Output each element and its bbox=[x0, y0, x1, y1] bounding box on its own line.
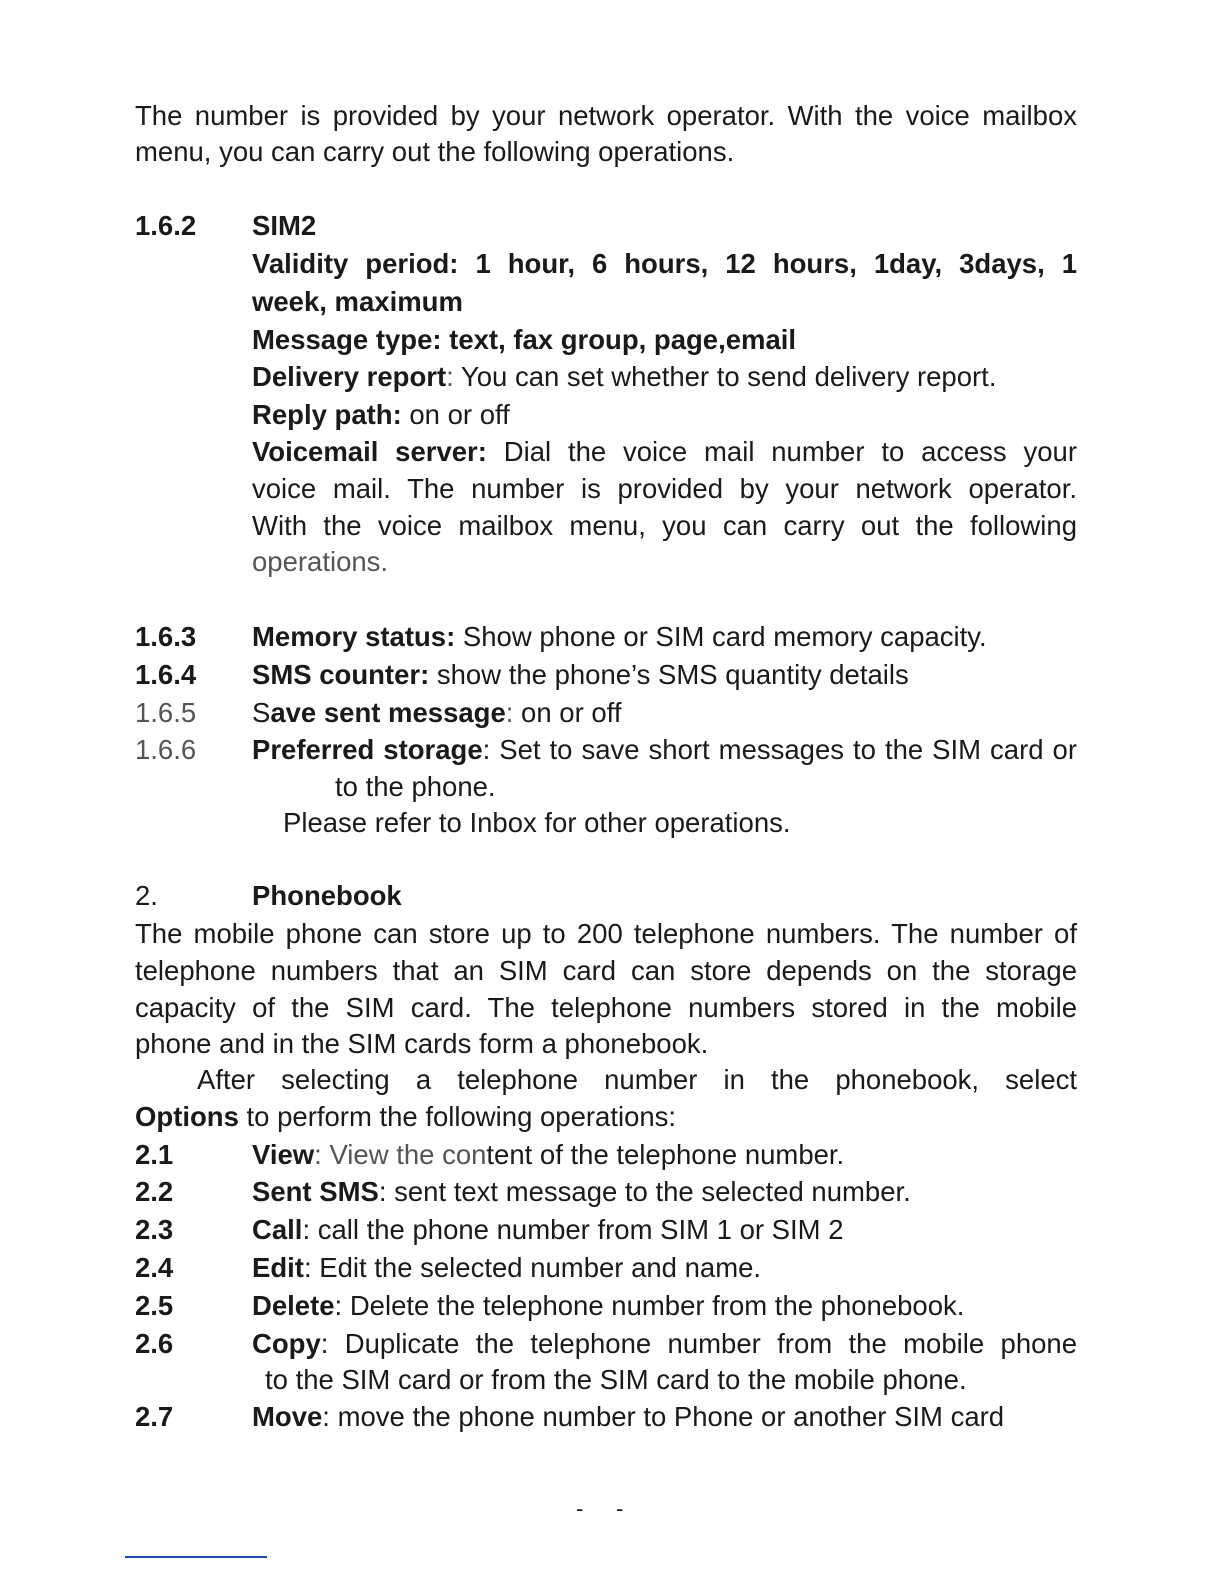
phonebook-para2-line-2 bbox=[135, 1099, 676, 1135]
option-edit-label: Edit bbox=[252, 1252, 304, 1283]
section-number-2: 2. bbox=[135, 880, 158, 911]
preferred-storage bbox=[252, 732, 1077, 768]
phonebook-para2-line-1: After selecting a telephone number in the phonebook, select bbox=[197, 1064, 1077, 1095]
voicemail-line-3: With the voice mailbox menu, you can carry out the following bbox=[252, 510, 1077, 541]
option-number-2-2: 2.2 bbox=[135, 1176, 174, 1207]
save-sent-message-sep: : bbox=[505, 697, 514, 728]
save-sent-message bbox=[252, 695, 621, 731]
option-view bbox=[252, 1137, 844, 1173]
option-copy-cont: to the SIM card or from the SIM card to the mobile phone. bbox=[265, 1364, 967, 1395]
save-sent-message-text: on or off bbox=[513, 697, 622, 728]
memory-status bbox=[252, 619, 987, 655]
option-move-label: Move bbox=[252, 1401, 323, 1432]
voicemail-line-2: voice mail. The number is provided by your network operator. bbox=[252, 473, 1077, 504]
option-move bbox=[252, 1399, 1004, 1435]
section-number-1-6-4: 1.6.4 bbox=[135, 659, 197, 690]
page-number-dash-left: - bbox=[576, 1496, 584, 1521]
options-text: to perform the following operations: bbox=[238, 1101, 677, 1132]
section-number-1-6-5: 1.6.5 bbox=[135, 697, 197, 728]
save-sent-message-label-s: S bbox=[252, 697, 271, 728]
delivery-report bbox=[252, 359, 996, 395]
option-call-label: Call bbox=[252, 1214, 303, 1245]
option-call-text: : call the phone number from SIM 1 or SIM 2 bbox=[302, 1214, 844, 1245]
option-number-2-4: 2.4 bbox=[135, 1252, 174, 1283]
delivery-report-label: Delivery report bbox=[252, 361, 447, 392]
section-number-1-6-3: 1.6.3 bbox=[135, 621, 197, 652]
option-number-2-3: 2.3 bbox=[135, 1214, 174, 1245]
option-delete bbox=[252, 1288, 964, 1324]
sms-counter bbox=[252, 657, 909, 693]
phonebook-para1-line-3: capacity of the SIM card. The telephone numbers stored in the mobile bbox=[135, 992, 1077, 1023]
voicemail-line-1 bbox=[252, 434, 1077, 470]
option-delete-text: : Delete the telephone number from the phonebook. bbox=[334, 1290, 965, 1321]
option-number-2-5: 2.5 bbox=[135, 1290, 174, 1321]
option-call bbox=[252, 1212, 844, 1248]
reply-path-text: on or off bbox=[401, 399, 510, 430]
options-label: Options bbox=[135, 1101, 239, 1132]
option-copy bbox=[252, 1326, 1077, 1362]
section-title-sim2: SIM2 bbox=[252, 210, 317, 241]
phonebook-para1-line-2: telephone numbers that an SIM card can store depends on the storage bbox=[135, 955, 1077, 986]
validity-period-line-1: Validity period: 1 hour, 6 hours, 12 hours, 1day, 3days, 1 bbox=[252, 248, 1077, 279]
phonebook-para1-line-1: The mobile phone can store up to 200 telephone numbers. The number of bbox=[135, 918, 1077, 949]
preferred-storage-label: Preferred storage bbox=[252, 734, 483, 765]
page-number-dash-right: - bbox=[616, 1496, 624, 1521]
refer-inbox-note: Please refer to Inbox for other operations. bbox=[283, 807, 791, 838]
section-title-phonebook: Phonebook bbox=[252, 880, 402, 911]
option-number-2-6: 2.6 bbox=[135, 1328, 174, 1359]
section-number-1-6-6: 1.6.6 bbox=[135, 734, 197, 765]
preferred-storage-cont: to the phone. bbox=[335, 771, 496, 802]
voicemail-line-4: operations. bbox=[252, 546, 389, 577]
option-move-text: : move the phone number to Phone or another SIM card bbox=[322, 1401, 1005, 1432]
option-copy-text: : Duplicate the telephone number from the mobile phone bbox=[320, 1328, 1077, 1359]
preferred-storage-text: : Set to save short messages to the SIM card or bbox=[482, 734, 1077, 765]
option-edit bbox=[252, 1250, 761, 1286]
option-number-2-7: 2.7 bbox=[135, 1401, 174, 1432]
option-delete-label: Delete bbox=[252, 1290, 335, 1321]
option-view-label: View bbox=[252, 1139, 315, 1170]
memory-status-text: Show phone or SIM card memory capacity. bbox=[455, 621, 987, 652]
memory-status-label: Memory status: bbox=[252, 621, 456, 652]
option-sent-sms-label: Sent SMS bbox=[252, 1176, 379, 1207]
option-sent-sms-text: : sent text message to the selected number. bbox=[378, 1176, 911, 1207]
delivery-report-text: You can set whether to send delivery report. bbox=[453, 361, 997, 392]
footer-rule bbox=[125, 1556, 267, 1558]
section-number-1-6-2: 1.6.2 bbox=[135, 210, 197, 241]
intro-line-2: menu, you can carry out the following operations. bbox=[135, 136, 735, 167]
reply-path-label: Reply path: bbox=[252, 399, 402, 430]
intro-line-1: The number is provided by your network operator. With the voice mailbox bbox=[135, 100, 1077, 131]
option-sent-sms bbox=[252, 1174, 911, 1210]
option-view-text: tent of the telephone number. bbox=[486, 1139, 845, 1170]
reply-path bbox=[252, 397, 510, 433]
voicemail-text-1: Dial the voice mail number to access your bbox=[486, 436, 1077, 467]
delivery-report-sep: : bbox=[446, 361, 454, 392]
phonebook-para1-line-4: phone and in the SIM cards form a phonebook. bbox=[135, 1028, 709, 1059]
option-copy-label: Copy bbox=[252, 1328, 321, 1359]
option-edit-text: : Edit the selected number and name. bbox=[303, 1252, 762, 1283]
message-type: Message type: text, fax group, page,email bbox=[252, 324, 797, 355]
option-number-2-1: 2.1 bbox=[135, 1139, 174, 1170]
validity-period-line-2: week, maximum bbox=[252, 286, 463, 317]
voicemail-label: Voicemail server: bbox=[252, 436, 487, 467]
sms-counter-text: show the phone’s SMS quantity details bbox=[429, 659, 909, 690]
option-view-text-faded: : View the con bbox=[314, 1139, 487, 1170]
save-sent-message-label: ave sent message bbox=[270, 697, 506, 728]
sms-counter-label: SMS counter: bbox=[252, 659, 430, 690]
